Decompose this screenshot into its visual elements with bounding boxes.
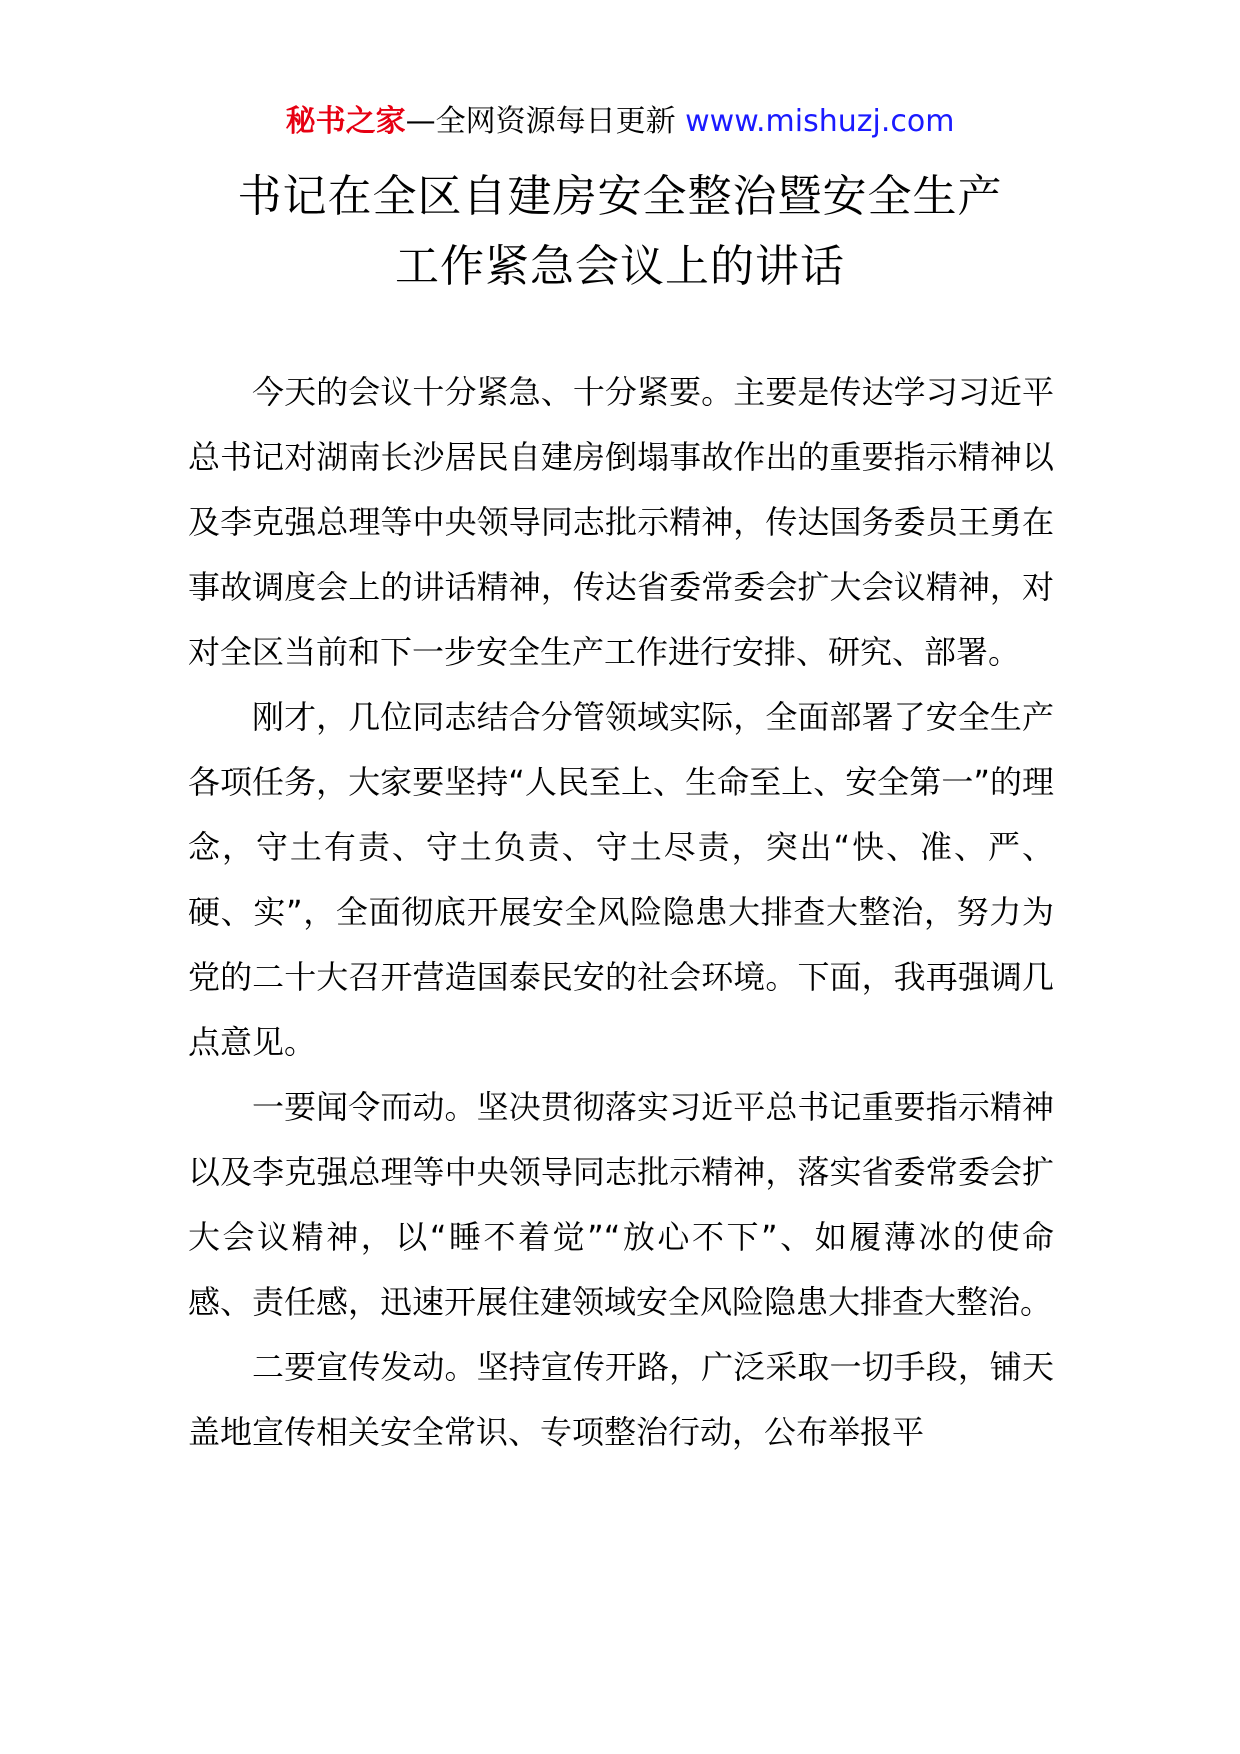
document-body xyxy=(188,360,1054,1465)
document-title xyxy=(0,162,1240,302)
paragraph: 二要宣传发动。坚持宣传开路，广泛采取一切手段，铺天盖地宣传相关安全常识、专项整治行动，公布举报平 xyxy=(188,1348,1054,1451)
paragraph: 刚才，几位同志结合分管领域实际，全面部署了安全生产各项任务，大家要坚持“人民至上、生命至上、安全第一”的理念，守土有责、守土负责、守土尽责，突出“快、准、严、硬、实”，全面彻底开展安全风险隐患大排查大整治，努力为党的二十大召开营造国泰民安的社会环境。下面，我再强调几点意见。 xyxy=(188,698,1054,1061)
title-line-2: 工作紧急会议上的讲话 xyxy=(395,241,845,292)
title-line-1: 书记在全区自建房安全整治暨安全生产 xyxy=(237,171,1003,222)
site-banner xyxy=(0,100,1240,144)
paragraph: 今天的会议十分紧急、十分紧要。主要是传达学习习近平总书记对湖南长沙居民自建房倒塌事故作出的重要指示精神以及李克强总理等中央领导同志批示精神，传达国务委员王勇在事故调度会上的讲话精神，传达省委常委会扩大会议精神，对对全区当前和下一步安全生产工作进行安排、研究、部署。 xyxy=(188,373,1054,671)
site-url: www.mishuzj.com xyxy=(685,104,955,139)
banner-tagline: —全网资源每日更新 xyxy=(405,104,686,139)
brand-name: 秘书之家 xyxy=(285,104,406,139)
paragraph: 一要闻令而动。坚决贯彻落实习近平总书记重要指示精神以及李克强总理等中央领导同志批示精神，落实省委常委会扩大会议精神，以“睡不着觉”“放心不下”、如履薄冰的使命感、责任感，迅速开展住建领域安全风险隐患大排查大整治。 xyxy=(188,1088,1054,1321)
